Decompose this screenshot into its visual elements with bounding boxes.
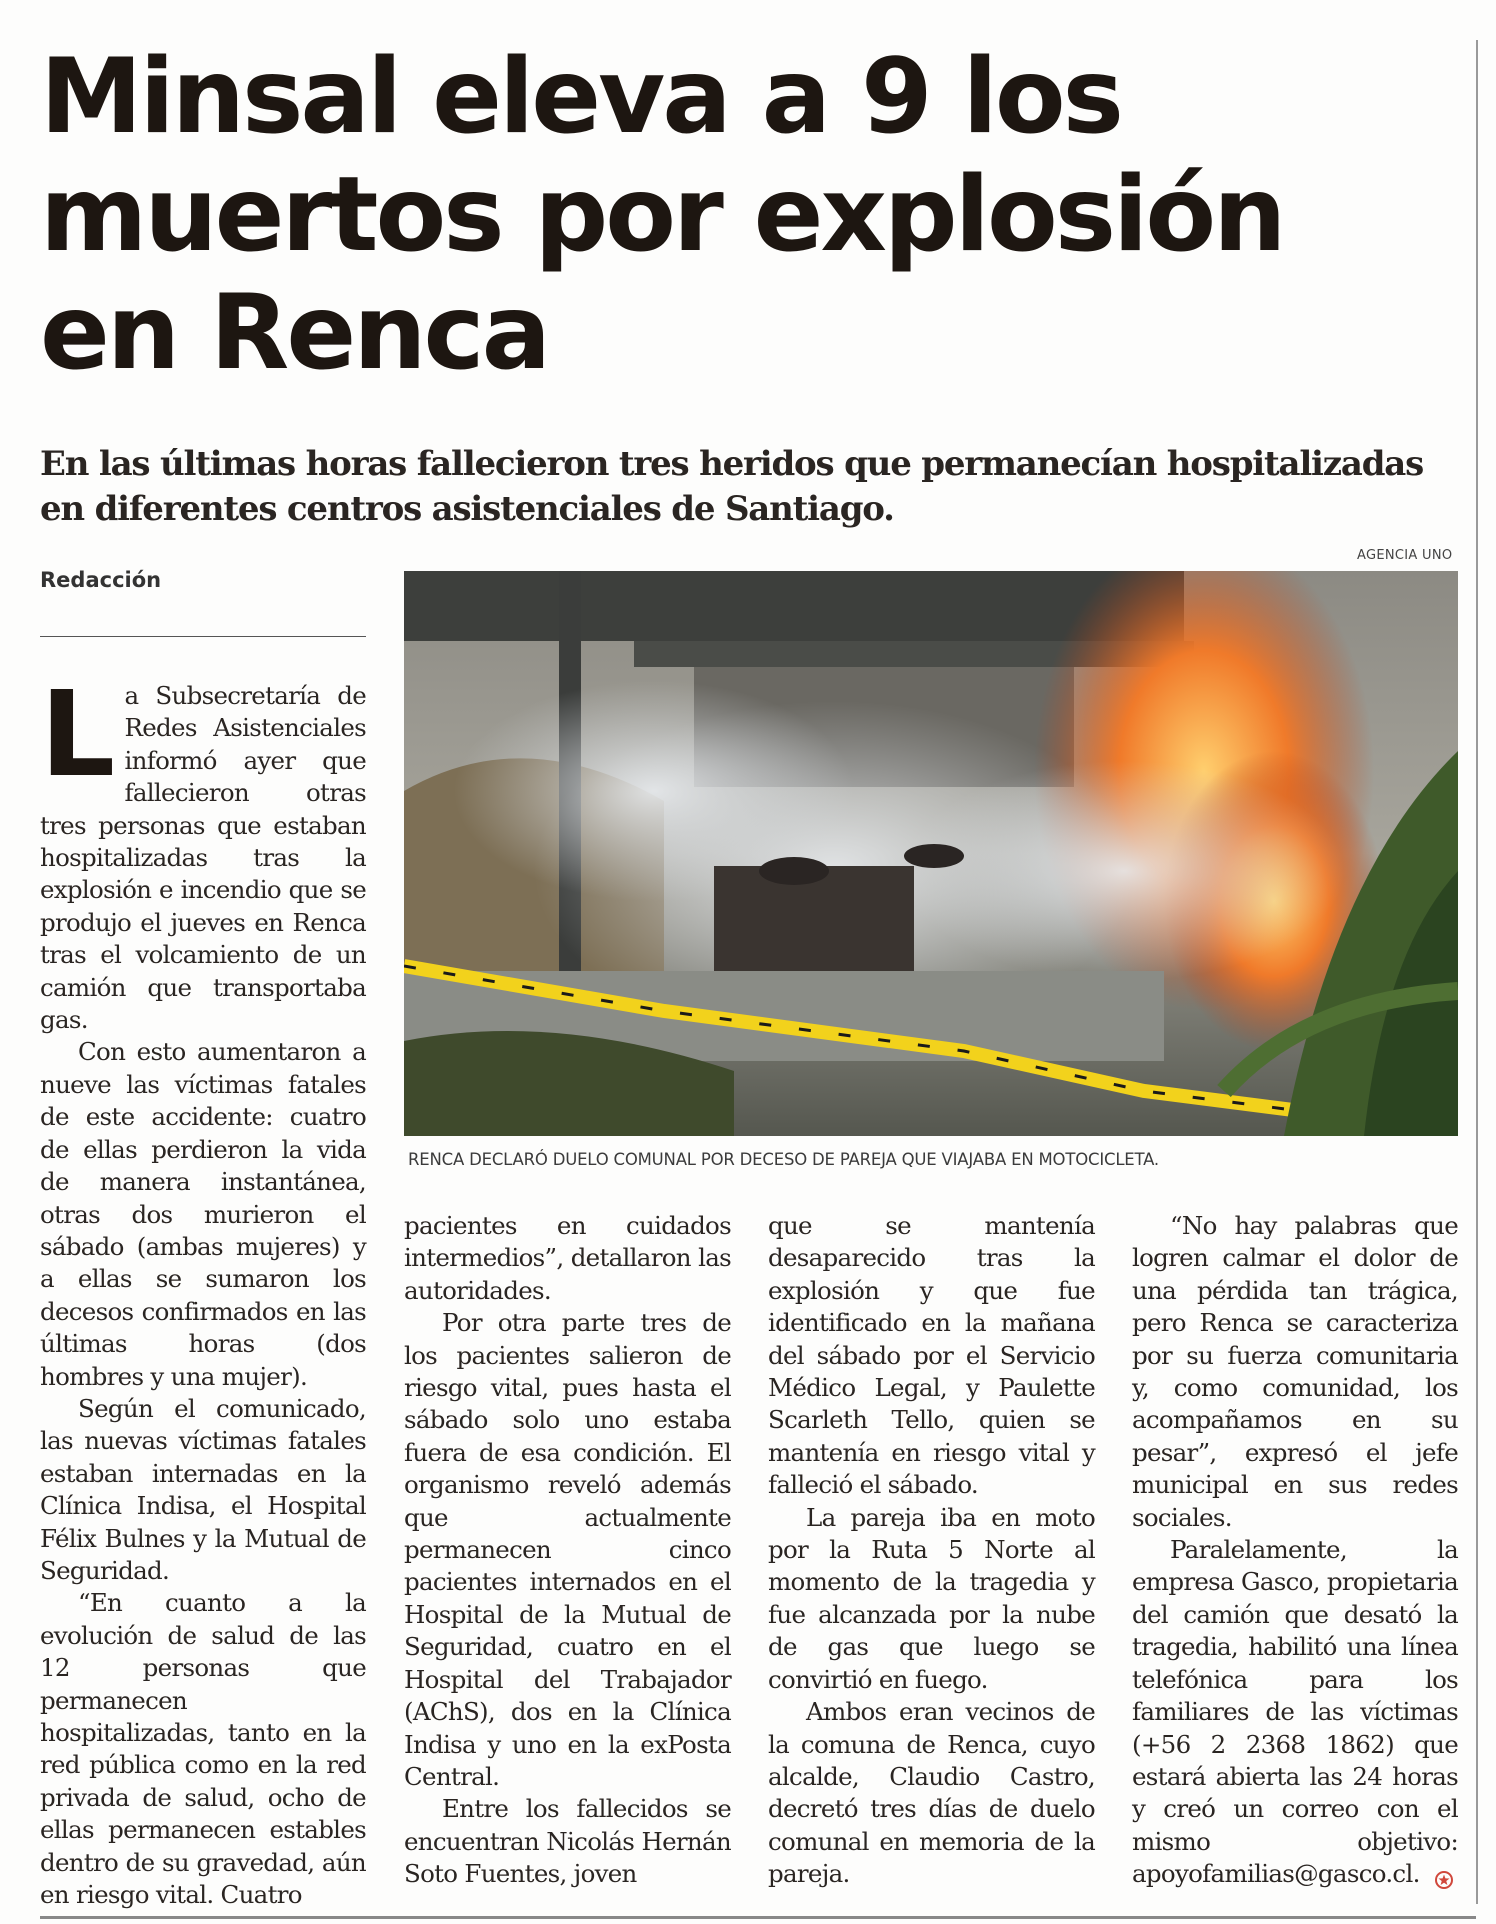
byline: Redacción <box>40 568 162 592</box>
photo-credit: AGENCIA UNO <box>1357 548 1453 563</box>
paragraph: Por otra parte tres de los pacientes salieron de riesgo vital, pues hasta el sábado solo uno estaba fuera de esa condición. El organismo reveló además que actualmente permanecen cinco pacientes internados en el Hospital de la Mutual de Seguridad, cuatro en el Hospital del Trabajador (AChS), dos en la Clínica Indisa y uno en la exPosta Central. <box>404 1308 731 1791</box>
paragraph: “No hay palabras que logren calmar el dolor de una pérdida tan trágica, pero Renca se caracteriza por su fuerza comunitaria y, como comunidad, los acompañamos en su pesar”, expresó el jefe municipal en sus redes sociales. <box>1132 1211 1458 1532</box>
headline: Minsal eleva a 9 los muertos por explosión en Renca <box>40 37 1284 393</box>
news-photo <box>404 571 1458 1136</box>
article-column-3 <box>768 1210 1095 1891</box>
right-column-rule <box>1476 40 1478 1904</box>
article-column-4 <box>1132 1210 1458 1891</box>
end-of-article-icon <box>1435 1871 1453 1889</box>
deck-subtitle: En las últimas horas fallecieron tres heridos que permanecían hospitalizadas en diferentes centros asistenciales de Santiago. <box>40 444 1424 529</box>
paragraph: “En cuanto a la evolución de salud de las 12 personas que permanecen hospitalizadas, tanto en la red pública como en la red privada de salud, ocho de ellas permanecen estables dentro de su gravedad, aún en riesgo vital. Cuatro <box>40 1588 366 1910</box>
drop-cap: L <box>40 665 115 803</box>
paragraph: Entre los fallecidos se encuentran Nicolás Hernán Soto Fuentes, joven <box>404 1794 731 1889</box>
paragraph: Según el comunicado, las nuevas víctimas fatales estaban internadas en la Clínica Indisa, el Hospital Félix Bulnes y la Mutual de Seguridad. <box>40 1393 366 1585</box>
article-column-1 <box>40 665 366 1911</box>
paragraph: pacientes en cuidados intermedios”, detallaron las autoridades. <box>404 1211 731 1305</box>
photo-caption: RENCA DECLARÓ DUELO COMUNAL POR DECESO DE PAREJA QUE VIAJABA EN MOTOCICLETA. <box>408 1150 1159 1169</box>
paragraph: que se mantenía desaparecido tras la explosión y que fue identificado en la mañana del sábado por el Servicio Médico Legal, y Paulette Scarleth Tello, quien se mantenía en riesgo vital y falleció el sábado. <box>768 1211 1095 1500</box>
paragraph: Ambos eran vecinos de la comuna de Renca, cuyo alcalde, Claudio Castro, decretó tres días de duelo comunal en memoria de la pareja. <box>768 1697 1095 1889</box>
bottom-divider <box>40 1916 1476 1919</box>
article-column-2 <box>404 1210 731 1891</box>
paragraph: La pareja iba en moto por la Ruta 5 Norte al momento de la tragedia y fue alcanzada por la nube de gas que luego se convirtió en fuego. <box>768 1502 1095 1694</box>
paragraph: La Subsecretaría de Redes Asistenciales informó ayer que fallecieron otras tres personas que estaban hospitalizadas tras la explosión e incendio que se produjo el jueves en Renca tras el volcamiento de un camión que transportaba gas. <box>40 665 366 1035</box>
byline-divider <box>40 636 366 637</box>
paragraph: Paralelamente, la empresa Gasco, propietaria del camión que desató la tragedia, habilitó una línea telefónica para los familiares de las víctimas (+56 2 2368 1862) que estará abierta las 24 horas y creó un correo con el mismo objetivo: apoyofamilias@gasco.cl. <box>1132 1535 1458 1889</box>
paragraph: Con esto aumentaron a nueve las víctimas fatales de este accidente: cuatro de ellas perdieron la vida de manera instantánea, otras dos murieron el sábado (ambas mujeres) y a ellas se sumaron los decesos confirmados en las últimas horas (dos hombres y una mujer). <box>40 1037 366 1391</box>
